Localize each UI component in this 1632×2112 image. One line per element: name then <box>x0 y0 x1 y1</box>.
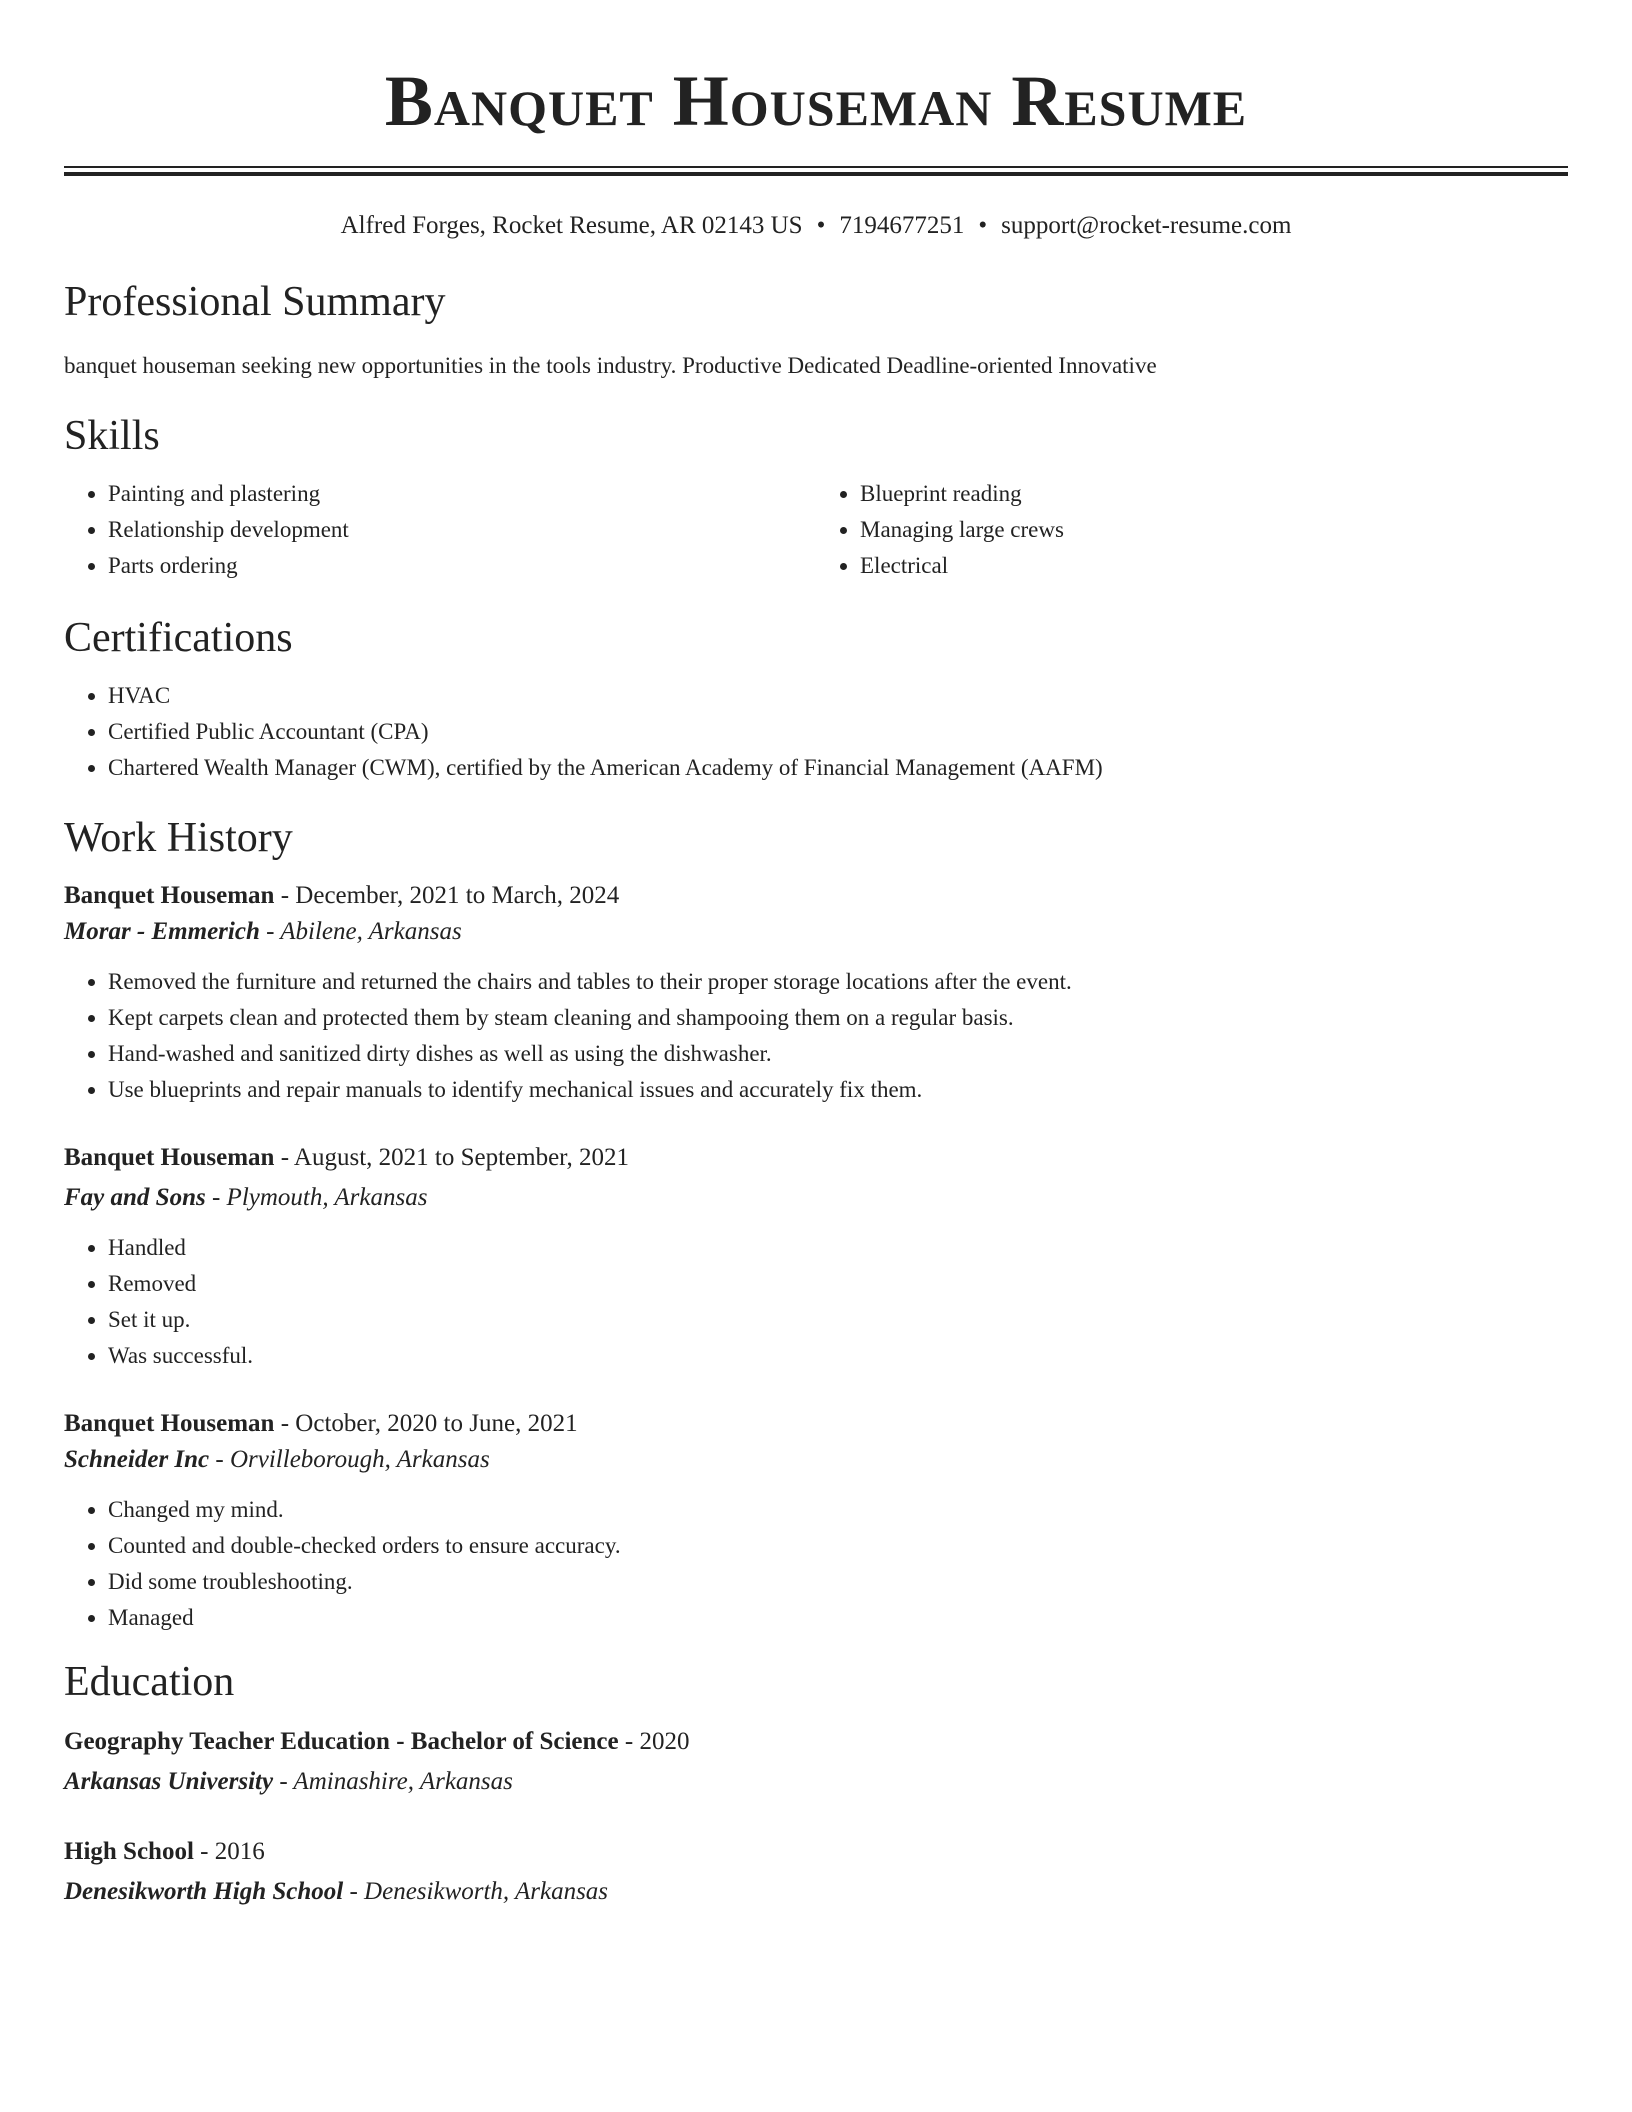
company-name: Morar - Emmerich <box>64 918 260 945</box>
degree-name: Geography Teacher Education - Bachelor of Science <box>64 1728 619 1755</box>
education-entry <box>64 1724 1568 1800</box>
job-duty: • Removed the furniture and returned the chairs and tables to their proper storage locations after the event. <box>108 964 1568 1000</box>
contact-separator: • <box>816 212 826 239</box>
contact-separator: • <box>978 212 988 239</box>
skill-item: • Relationship development <box>108 512 816 548</box>
job-duty: • Did some troubleshooting. <box>108 1564 1568 1600</box>
job-employer <box>64 914 1568 950</box>
school-line <box>64 1874 1568 1910</box>
page-title: Banquet Houseman Resume <box>384 61 1248 141</box>
job-title: Banquet Houseman <box>64 882 275 909</box>
job-duty: • Managed <box>108 1600 1568 1636</box>
job-employer <box>64 1442 1568 1478</box>
school-name: Denesikworth High School <box>64 1878 344 1905</box>
school-location: - Denesikworth, Arkansas <box>343 1878 609 1905</box>
job-duty: • Counted and double-checked orders to ensure accuracy. <box>108 1528 1568 1564</box>
school-name: Arkansas University <box>64 1768 274 1795</box>
education-heading: Education <box>64 1659 235 1705</box>
job-duty: • Handled <box>108 1230 1568 1266</box>
job-duty: • Was successful. <box>108 1338 1568 1374</box>
job-entry <box>64 878 1568 1108</box>
job-duties-list <box>64 964 1568 1108</box>
school-location: - Aminashire, Arkansas <box>273 1768 513 1795</box>
job-header <box>64 1406 1568 1442</box>
certifications-heading: Certifications <box>64 615 293 661</box>
skill-item: • Blueprint reading <box>860 476 1568 512</box>
certification-item: • Chartered Wealth Manager (CWM), certified by the American Academy of Financial Management (AAFM) <box>108 750 1568 786</box>
job-entry <box>64 1140 1568 1374</box>
work-history-heading: Work History <box>64 815 293 861</box>
skill-item: • Parts ordering <box>108 548 816 584</box>
certification-item: • HVAC <box>108 678 1568 714</box>
contact-email[interactable]: support@rocket-resume.com <box>1001 212 1292 239</box>
skills-columns <box>64 476 1568 584</box>
job-dates: - August, 2021 to September, 2021 <box>274 1144 629 1171</box>
job-employer <box>64 1180 1568 1216</box>
job-dates: - October, 2020 to June, 2021 <box>274 1410 578 1437</box>
job-header <box>64 878 1568 914</box>
degree-line <box>64 1724 1568 1760</box>
job-duty: • Use blueprints and repair manuals to identify mechanical issues and accurately fix them. <box>108 1072 1568 1108</box>
education-entry <box>64 1834 1568 1910</box>
certification-item: • Certified Public Accountant (CPA) <box>108 714 1568 750</box>
skills-left-list <box>64 476 816 584</box>
job-header <box>64 1140 1568 1176</box>
graduation-year: - 2020 <box>618 1728 690 1755</box>
skill-item: • Managing large crews <box>860 512 1568 548</box>
company-location: - Plymouth, Arkansas <box>205 1184 428 1211</box>
job-duty: • Changed my mind. <box>108 1492 1568 1528</box>
job-duties-list <box>64 1230 1568 1374</box>
graduation-year: - 2016 <box>193 1838 265 1865</box>
job-duty: • Kept carpets clean and protected them by steam cleaning and shampooing them on a regular basis. <box>108 1000 1568 1036</box>
summary-heading: Professional Summary <box>64 279 446 325</box>
company-name: Schneider Inc <box>64 1446 210 1473</box>
summary-text: banquet houseman seeking new opportunities in the tools industry. Productive Dedicated Deadline-oriented Innovative <box>64 353 1157 378</box>
job-title: Banquet Houseman <box>64 1144 275 1171</box>
skills-right-list <box>816 476 1568 584</box>
skills-heading: Skills <box>64 413 160 459</box>
job-duties-list <box>64 1492 1568 1636</box>
degree-name: High School <box>64 1838 194 1865</box>
job-entry <box>64 1406 1568 1636</box>
job-duty: • Hand-washed and sanitized dirty dishes as well as using the dishwasher. <box>108 1036 1568 1072</box>
company-name: Fay and Sons <box>64 1184 206 1211</box>
job-title: Banquet Houseman <box>64 1410 275 1437</box>
job-duty: • Set it up. <box>108 1302 1568 1338</box>
contact-phone: 7194677251 <box>839 212 965 239</box>
company-location: - Orvilleborough, Arkansas <box>209 1446 490 1473</box>
skill-item: • Electrical <box>860 548 1568 584</box>
job-dates: - December, 2021 to March, 2024 <box>274 882 620 909</box>
school-line <box>64 1764 1568 1800</box>
certifications-list <box>64 678 1568 786</box>
skill-item: • Painting and plastering <box>108 476 816 512</box>
title-divider <box>64 166 1568 176</box>
degree-line <box>64 1834 1568 1870</box>
contact-address: Alfred Forges, Rocket Resume, AR 02143 US <box>340 212 803 239</box>
contact-line <box>64 210 1568 242</box>
company-location: - Abilene, Arkansas <box>259 918 462 945</box>
job-duty: • Removed <box>108 1266 1568 1302</box>
